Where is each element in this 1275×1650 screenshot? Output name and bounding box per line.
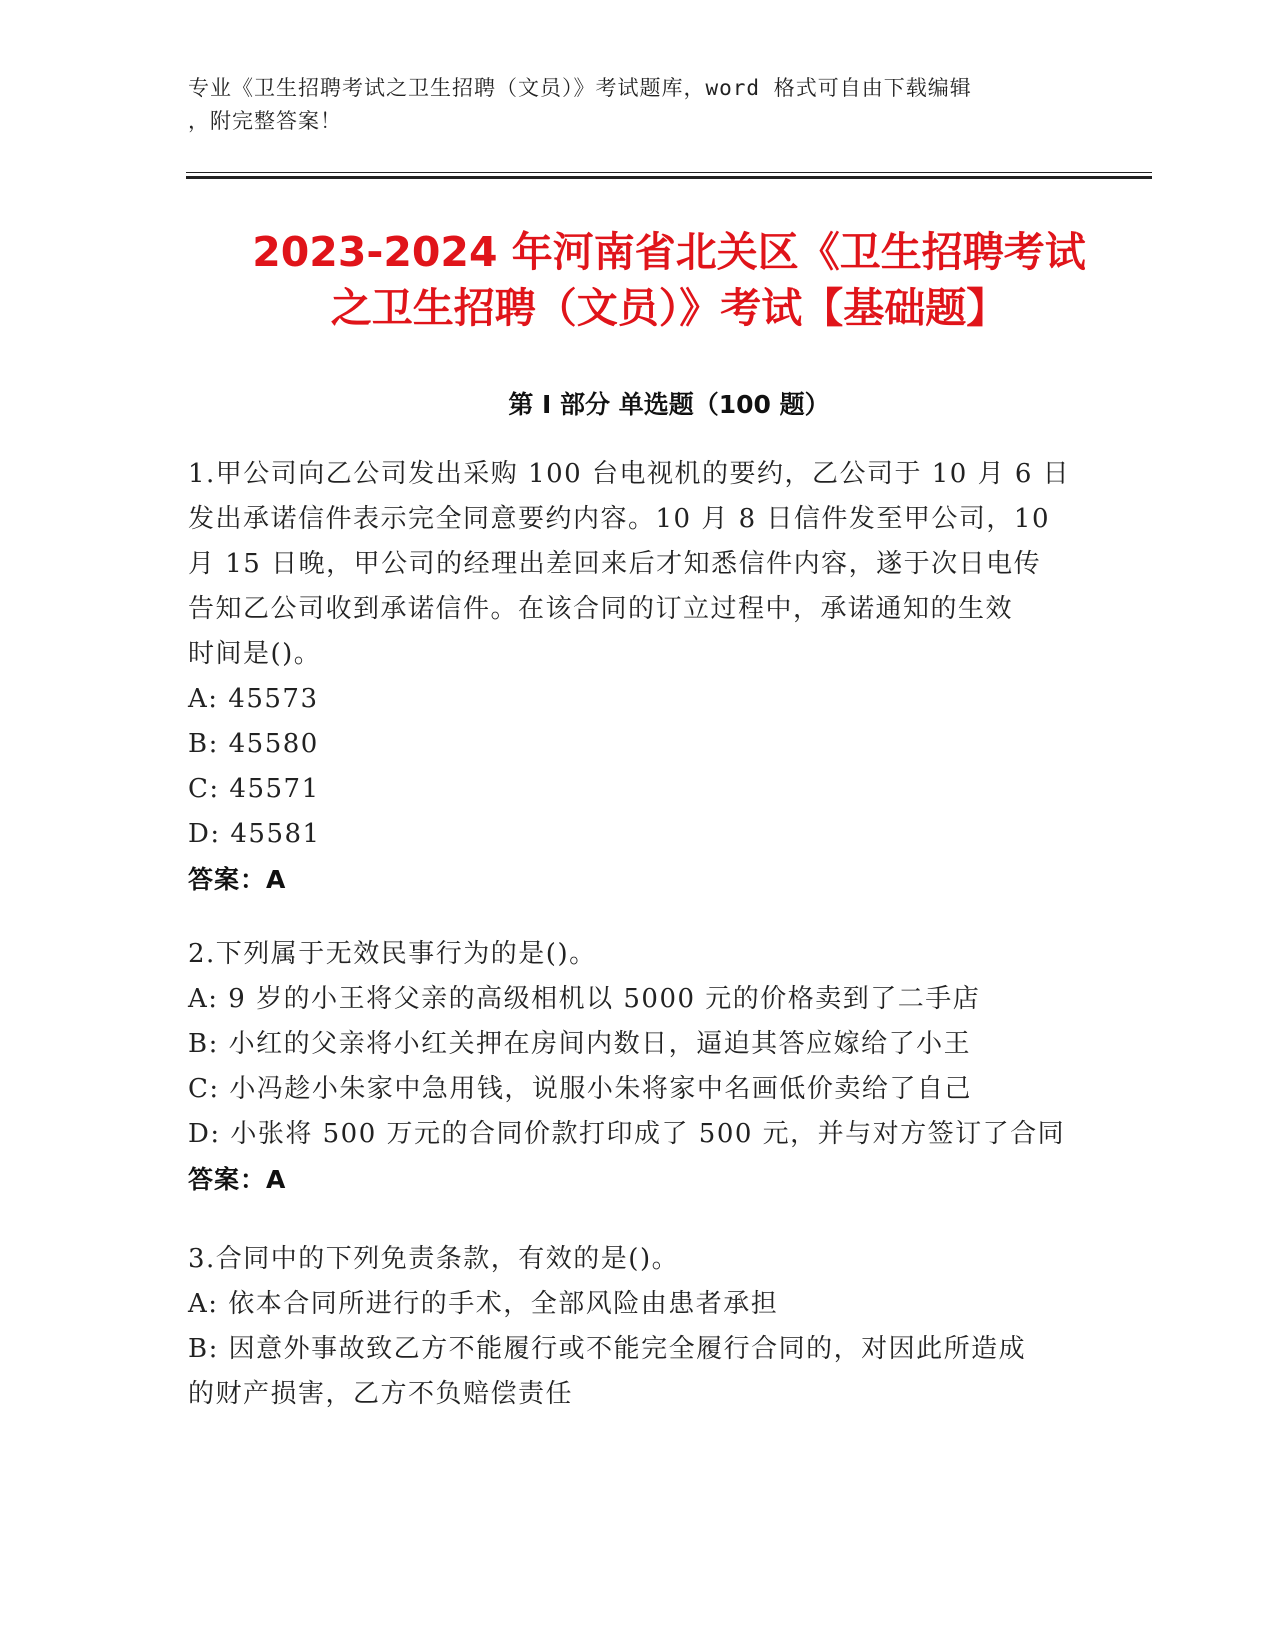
document-title-line-2: 之卫生招聘（文员）》考试【基础题】 (330, 284, 1008, 332)
option-a: A: 45573 (188, 684, 319, 714)
option-a: A: 9 岁的小王将父亲的高级相机以 5000 元的价格卖到了二手店 (188, 984, 981, 1014)
option-b: B: 小红的父亲将小红关押在房间内数日，逼迫其答应嫁给了小王 (188, 1029, 972, 1059)
question-3 (188, 1237, 1078, 1417)
header-divider-thick (186, 176, 1152, 179)
option-b-continued: 的财产损害，乙方不负赔偿责任 (188, 1379, 574, 1409)
section-title: 第 I 部分 单选题（100 题） (508, 390, 830, 419)
document-title (186, 224, 1152, 336)
question-stem-line: 发出承诺信件表示完全同意要约内容。10 月 8 日信件发至甲公司，10 (188, 504, 1051, 534)
option-d: D: 小张将 500 万元的合同价款打印成了 500 元，并与对方签订了合同 (188, 1119, 1066, 1149)
header-note-line-1: 专业《卫生招聘考试之卫生招聘（文员）》考试题库，word 格式可自由下载编辑 (188, 76, 972, 100)
option-c: C: 45571 (188, 774, 320, 804)
header-note-line-2: ，附完整答案！ (188, 109, 342, 133)
answer-label: 答案：A (188, 1165, 287, 1194)
question-1 (188, 452, 1078, 902)
option-b: B: 45580 (188, 729, 319, 759)
question-stem-line: 2.下列属于无效民事行为的是()。 (188, 939, 597, 969)
document-title-line-1: 2023-2024 年河南省北关区《卫生招聘考试 (252, 228, 1086, 276)
question-stem-line: 1.甲公司向乙公司发出采购 100 台电视机的要约，乙公司于 10 月 6 日 (188, 459, 1071, 489)
option-d: D: 45581 (188, 819, 321, 849)
option-c: C: 小冯趁小朱家中急用钱，说服小朱将家中名画低价卖给了自己 (188, 1074, 972, 1104)
question-2 (188, 932, 1078, 1202)
header-note (188, 72, 1068, 138)
question-stem-line: 月 15 日晚，甲公司的经理出差回来后才知悉信件内容，遂于次日电传 (188, 549, 1042, 579)
header-divider-thin (186, 172, 1152, 173)
question-stem-line: 时间是()。 (188, 639, 322, 669)
question-stem-line: 3.合同中的下列免责条款，有效的是()。 (188, 1244, 680, 1274)
answer-label: 答案：A (188, 865, 287, 894)
option-a: A: 依本合同所进行的手术，全部风险由患者承担 (188, 1289, 779, 1319)
question-stem-line: 告知乙公司收到承诺信件。在该合同的订立过程中，承诺通知的生效 (188, 594, 1014, 624)
option-b: B: 因意外事故致乙方不能履行或不能完全履行合同的，对因此所造成 (188, 1334, 1027, 1364)
